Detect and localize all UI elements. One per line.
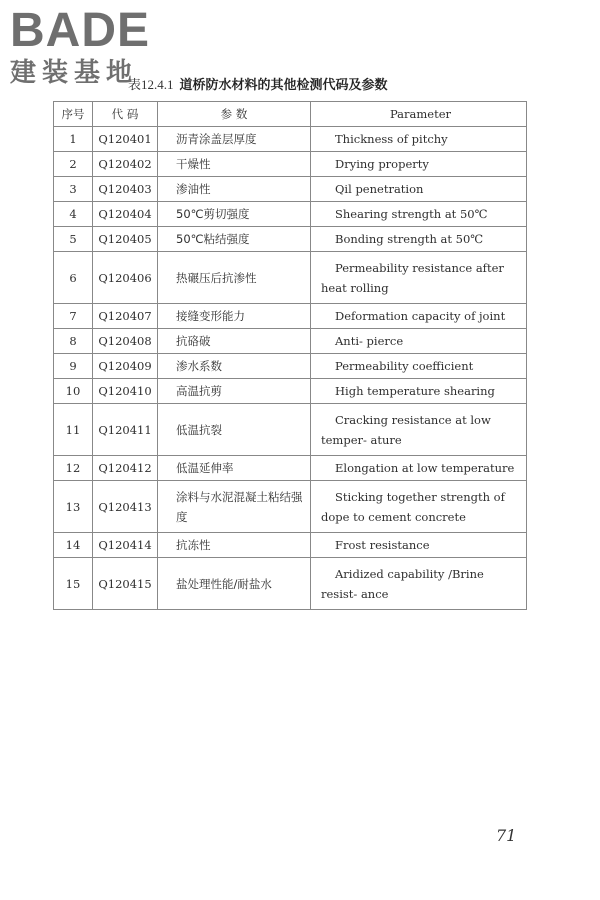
cell-parameter-en: Sticking together strength of dope to cement concrete [311, 481, 527, 533]
cell-code: Q120405 [93, 227, 158, 252]
table-number: 表12.4.1 [128, 77, 174, 92]
cell-parameter-en: Elongation at low temperature [311, 456, 527, 481]
logo-text-en: BADE [10, 4, 151, 57]
cell-code: Q120410 [93, 379, 158, 404]
cell-code: Q120414 [93, 533, 158, 558]
cell-parameter-en: Thickness of pitchy [311, 127, 527, 152]
cell-parameter-en: Deformation capacity of joint [311, 304, 527, 329]
cell-no: 2 [54, 152, 93, 177]
table-row [54, 202, 527, 227]
table-row [54, 379, 527, 404]
cell-parameter-cn: 抗硌破 [158, 329, 311, 354]
cell-parameter-cn: 50℃剪切强度 [158, 202, 311, 227]
cell-parameter-cn: 盐处理性能/耐盐水 [158, 558, 311, 610]
cell-code: Q120411 [93, 404, 158, 456]
cell-code: Q120413 [93, 481, 158, 533]
cell-code: Q120401 [93, 127, 158, 152]
cell-code: Q120402 [93, 152, 158, 177]
page-number: 71 [496, 826, 517, 845]
cell-parameter-cn: 干燥性 [158, 152, 311, 177]
cell-no: 12 [54, 456, 93, 481]
cell-no: 14 [54, 533, 93, 558]
cell-parameter-en: High temperature shearing [311, 379, 527, 404]
cell-no: 13 [54, 481, 93, 533]
cell-parameter-en: Drying property [311, 152, 527, 177]
table-row [54, 354, 527, 379]
cell-no: 11 [54, 404, 93, 456]
cell-no: 6 [54, 252, 93, 304]
table-row [54, 227, 527, 252]
cell-no: 5 [54, 227, 93, 252]
header-no: 序号 [54, 102, 93, 127]
table-row [54, 533, 527, 558]
table-row [54, 329, 527, 354]
cell-code: Q120415 [93, 558, 158, 610]
cell-parameter-en: Frost resistance [311, 533, 527, 558]
cell-parameter-en: Anti- pierce [311, 329, 527, 354]
cell-no: 10 [54, 379, 93, 404]
cell-code: Q120407 [93, 304, 158, 329]
cell-parameter-en: Permeability coefficient [311, 354, 527, 379]
cell-code: Q120412 [93, 456, 158, 481]
cell-no: 8 [54, 329, 93, 354]
cell-parameter-en: Bonding strength at 50℃ [311, 227, 527, 252]
cell-no: 7 [54, 304, 93, 329]
table-caption [128, 74, 568, 96]
cell-parameter-cn: 低温抗裂 [158, 404, 311, 456]
inspection-code-table [53, 101, 527, 610]
cell-no: 1 [54, 127, 93, 152]
cell-no: 3 [54, 177, 93, 202]
cell-parameter-cn: 热碾压后抗渗性 [158, 252, 311, 304]
cell-parameter-en: Permeability resistance after heat rolling [311, 252, 527, 304]
table-row [54, 177, 527, 202]
table-row [54, 481, 527, 533]
table-row [54, 558, 527, 610]
header-parameter-cn: 参 数 [158, 102, 311, 127]
table-title: 道桥防水材料的其他检测代码及参数 [179, 78, 388, 93]
cell-parameter-en: Shearing strength at 50℃ [311, 202, 527, 227]
cell-parameter-en: Aridized capability /Brine resist- ance [311, 558, 527, 610]
cell-parameter-en: Qil penetration [311, 177, 527, 202]
cell-parameter-cn: 50℃粘结强度 [158, 227, 311, 252]
cell-code: Q120408 [93, 329, 158, 354]
cell-code: Q120406 [93, 252, 158, 304]
cell-code: Q120403 [93, 177, 158, 202]
cell-no: 15 [54, 558, 93, 610]
table-row [54, 127, 527, 152]
cell-parameter-cn: 高温抗剪 [158, 379, 311, 404]
cell-code: Q120409 [93, 354, 158, 379]
cell-code: Q120404 [93, 202, 158, 227]
table-row [54, 252, 527, 304]
cell-parameter-cn: 接缝变形能力 [158, 304, 311, 329]
table-row [54, 304, 527, 329]
table-row [54, 404, 527, 456]
header-code: 代 码 [93, 102, 158, 127]
cell-parameter-cn: 抗冻性 [158, 533, 311, 558]
table-header-row [54, 102, 527, 127]
table-row [54, 456, 527, 481]
logo-text-cn: 建装基地 [10, 58, 139, 88]
cell-parameter-en: Cracking resistance at low temper- ature [311, 404, 527, 456]
header-parameter-en: Parameter [311, 102, 527, 127]
table-row [54, 152, 527, 177]
cell-parameter-cn: 涂料与水泥混凝土粘结强度 [158, 481, 311, 533]
cell-parameter-cn: 渗水系数 [158, 354, 311, 379]
cell-parameter-cn: 渗油性 [158, 177, 311, 202]
cell-no: 4 [54, 202, 93, 227]
cell-parameter-cn: 低温延伸率 [158, 456, 311, 481]
cell-no: 9 [54, 354, 93, 379]
cell-parameter-cn: 沥青涂盖层厚度 [158, 127, 311, 152]
